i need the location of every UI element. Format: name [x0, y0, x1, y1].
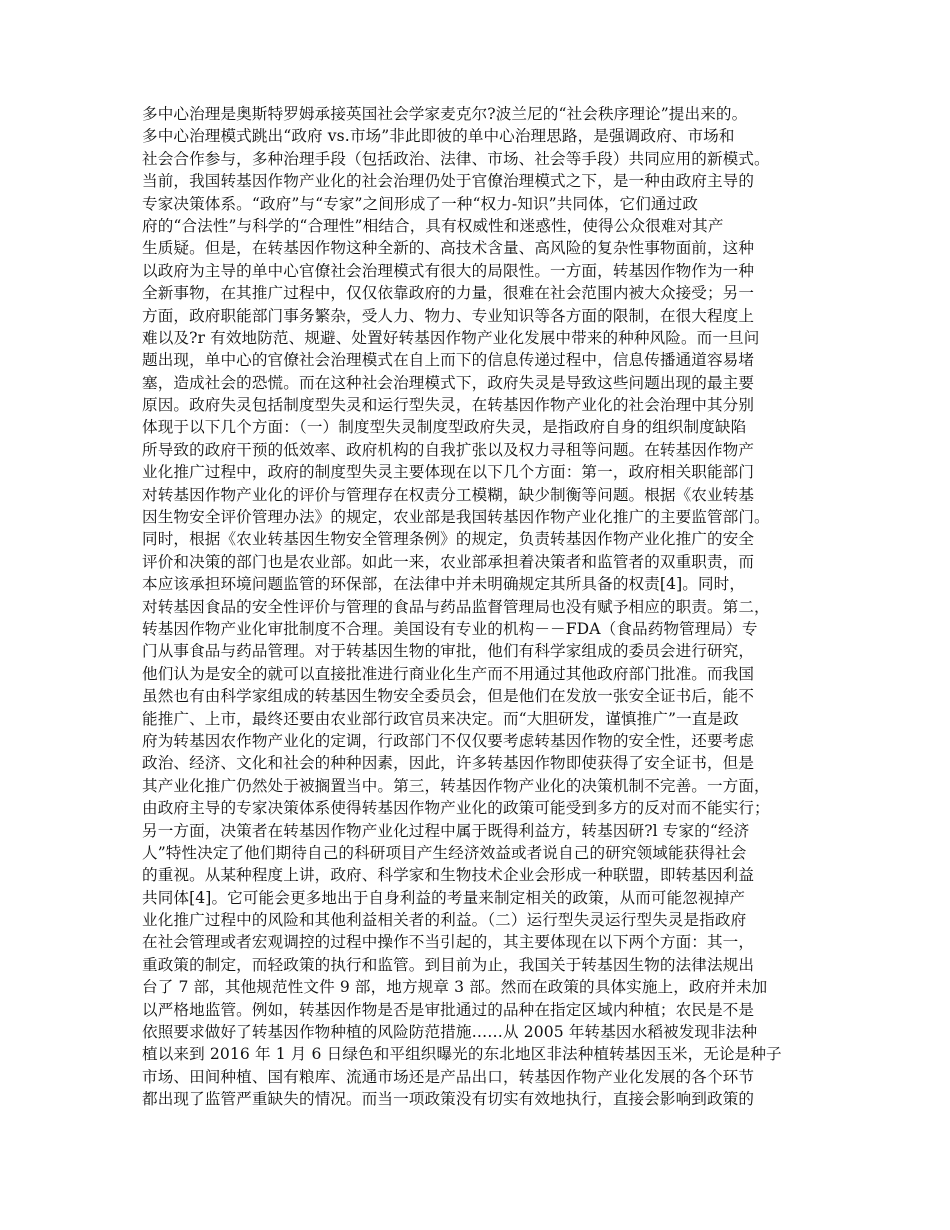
text-line: 另一方面，决策者在转基因作物产业化过程中属于既得利益方，转基因研?l 专家的“经济 — [142, 821, 750, 840]
text-line: 对转基因作物产业化的评价与管理存在权责分工模糊，缺少制衡等问题。根据《农业转基 — [142, 485, 755, 504]
text-line: 专家决策体系。“政府”与“专家”之间形成了一种“权力-知识”共同体，它们通过政 — [142, 194, 699, 213]
text-line: 生质疑。但是，在转基因作物这种全新的、高技术含量、高风险的复杂性事物面前，这种 — [142, 239, 755, 258]
text-line: 塞，造成社会的恐慌。而在这种社会治理模式下，政府失灵是导致这些问题出现的最主要 — [142, 373, 755, 392]
text-line: 府为转基因农作物产业化的定调，行政部门不仅仅要考虑转基因作物的安全性，还要考虑 — [142, 731, 755, 750]
text-line: 由政府主导的专家决策体系使得转基因作物产业化的政策可能受到多方的反对而不能实行； — [142, 799, 770, 818]
text-line: 门从事食品与药品管理。对于转基因生物的审批，他们有科学家组成的委员会进行研究， — [142, 642, 755, 661]
text-line: 能推广、上市，最终还要由农业部行政官员来决定。而“大胆研发，谨慎推广”一直是政 — [142, 709, 739, 728]
text-line: 业化推广过程中，政府的制度型失灵主要体现在以下几个方面：第一，政府相关职能部门 — [142, 463, 755, 482]
text-line: 虽然也有由科学家组成的转基因生物安全委员会，但是他们在发放一张安全证书后，能不 — [142, 687, 755, 706]
text-line: 全新事物，在其推广过程中，仅仅依靠政府的力量，很难在社会范围内被大众接受；另一 — [142, 284, 755, 303]
text-line: 以政府为主导的单中心官僚社会治理模式有很大的局限性。一方面，转基因作物作为一种 — [142, 261, 755, 280]
text-line: 依照要求做好了转基因作物种植的风险防范措施……从 2005 年转基因水稻被发现非法种 — [142, 1023, 758, 1042]
text-line: 台了 7 部，其他规范性文件 9 部，地方规章 3 部。然而在政策的具体实施上，政府并未加 — [142, 978, 768, 997]
text-line: 多中心治理模式跳出“政府 vs.市场”非此即彼的单中心治理思路，是强调政府、市场和 — [142, 127, 735, 146]
text-line: 政治、经济、文化和社会的种种因素，因此，许多转基因作物即使获得了安全证书，但是 — [142, 754, 755, 773]
text-line: 体现于以下几个方面：（一）制度型失灵制度型政府失灵，是指政府自身的组织制度缺陷 — [142, 418, 747, 437]
text-line: 方面，政府职能部门事务繁杂，受人力、物力、专业知识等各方面的限制，在很大程度上 — [142, 306, 755, 325]
text-line: 其产业化推广仍然处于被搁置当中。第三，转基因作物产业化的决策机制不完善。一方面， — [142, 776, 770, 795]
text-line: 多中心治理是奥斯特罗姆承接英国社会学家麦克尔?波兰尼的“社会秩序理论”提出来的。 — [142, 105, 748, 123]
text-line: 当前，我国转基因作物产业化的社会治理仍处于官僚治理模式之下，是一种由政府主导的 — [142, 172, 755, 191]
text-line: 原因。政府失灵包括制度型失灵和运行型失灵，在转基因作物产业化的社会治理中其分别 — [142, 396, 755, 415]
text-line: 他们认为是安全的就可以直接批准进行商业化生产而不用通过其他政府部门批准。而我国 — [142, 664, 755, 683]
text-line: 同时，根据《农业转基因生物安全管理条例》的规定，负责转基因作物产业化推广的安全 — [142, 530, 755, 549]
text-line: 本应该承担环境问题监管的环保部，在法律中并未明确规定其所具备的权责[4]。同时， — [142, 575, 746, 594]
text-line: 市场、田间种植、国有粮库、流通市场还是产品出口，转基因作物产业化发展的各个环节 — [142, 1067, 755, 1086]
text-line: 评价和决策的部门也是农业部。如此一来，农业部承担着决策者和监管者的双重职责，而 — [142, 552, 755, 571]
text-line: 的重视。从某种程度上讲，政府、科学家和生物技术企业会形成一种联盟，即转基因利益 — [142, 866, 755, 885]
text-line: 转基因作物产业化审批制度不合理。美国设有专业的机构－－FDA（食品药物管理局）专 — [142, 619, 758, 638]
body-text — [142, 103, 822, 1111]
text-line: 题出现，单中心的官僚社会治理模式在自上而下的信息传递过程中，信息传播通道容易堵 — [142, 351, 755, 370]
text-line: 社会合作参与，多种治理手段（包括政治、法律、市场、社会等手段）共同应用的新模式。 — [142, 149, 770, 168]
text-line: 共同体[4]。它可能会更多地出于自身利益的考量来制定相关的政策，从而可能忽视掉产 — [142, 888, 746, 907]
text-line: 以严格地监管。例如，转基因作物是否是审批通过的品种在指定区域内种植；农民是不是 — [142, 1000, 755, 1019]
text-line: 府的“合法性”与科学的“合理性”相结合，具有权威性和迷惑性，使得公众很难对其产 — [142, 216, 724, 235]
text-line: 因生物安全评价管理办法》的规定，农业部是我国转基因作物产业化推广的主要监管部门。 — [142, 508, 770, 527]
text-line: 业化推广过程中的风险和其他利益相关者的利益。（二）运行型失灵运行型失灵是指政府 — [142, 911, 747, 930]
text-line: 重政策的制定，而轻政策的执行和监管。到目前为止，我国关于转基因生物的法律法规出 — [142, 955, 755, 974]
text-line: 都出现了监管严重缺失的情况。而当一项政策没有切实有效地执行，直接会影响到政策的 — [142, 1090, 755, 1109]
text-line: 在社会管理或者宏观调控的过程中操作不当引起的，其主要体现在以下两个方面：其一， — [142, 933, 755, 952]
text-line: 所导致的政府干预的低效率、政府机构的自我扩张以及权力寻租等问题。在转基因作物产 — [142, 440, 755, 459]
text-line: 难以及?r 有效地防范、规避、处置好转基因作物产业化发展中带来的种种风险。而一旦问 — [142, 328, 760, 347]
text-line: 植以来到 2016 年 1 月 6 日绿色和平组织曝光的东北地区非法种植转基因玉米，无论是种子 — [142, 1045, 782, 1064]
text-line: 对转基因食品的安全性评价与管理的食品与药品监督管理局也没有赋予相应的职责。第二， — [142, 597, 770, 616]
text-line: 人”特性决定了他们期待自己的科研项目产生经济效益或者说自己的研究领域能获得社会 — [142, 843, 747, 862]
